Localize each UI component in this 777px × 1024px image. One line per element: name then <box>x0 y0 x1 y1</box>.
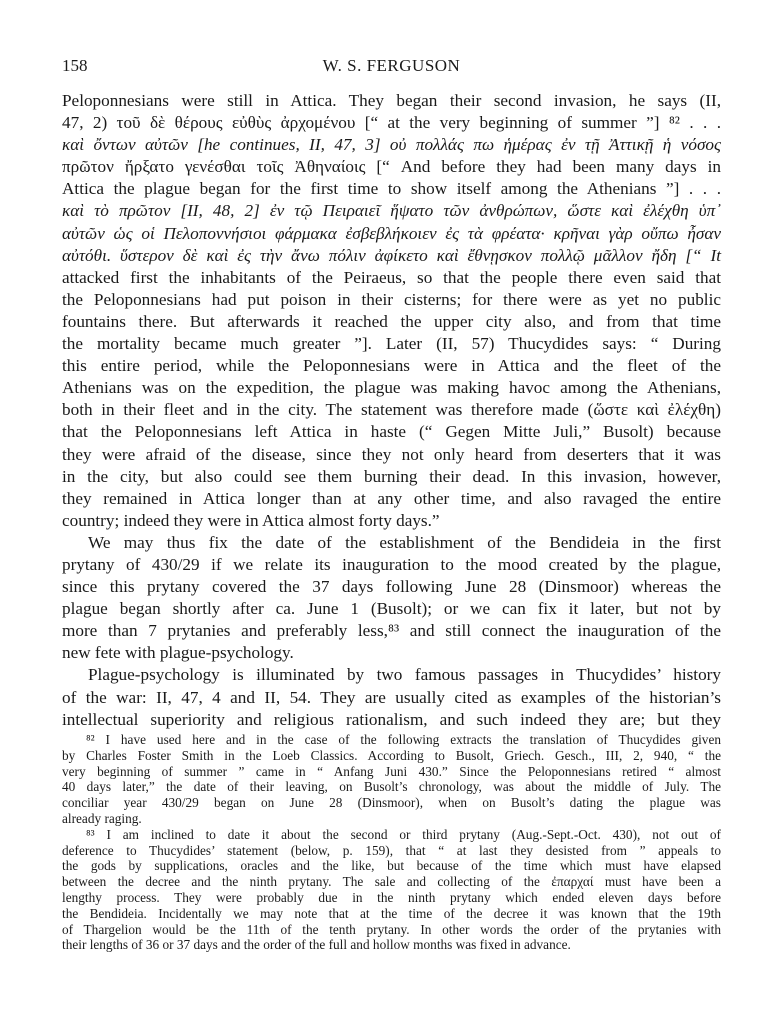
text-line: the mortality became much greater ”]. Later (II, 57) Thucydides says: “ During <box>62 334 721 354</box>
text-line: 47, 2) τοῦ δὲ θέρους εὐθὺς ἀρχομένου [“ at the very beginning of summer ”] ⁸² . . . <box>62 113 721 133</box>
text-line: of the war: II, 47, 4 and II, 54. They are usually cited as examples of the historian’s <box>62 687 721 707</box>
footnote-line: already raging. <box>62 810 142 826</box>
text-line: καὶ τὸ πρῶτον [II, 48, 2] ἐν τῷ Πειραιεῖ ἥψατο τῶν ἀνθρώπων, ὥστε καὶ ἐλέχθη ὑπ᾽ <box>62 201 721 221</box>
footnote-line: the Bendideia. Incidentally we may note that at the time of the decree it was known that the 19th <box>62 905 721 921</box>
text-line: καὶ ὄντων αὐτῶν [he continues, II, 47, 3] οὐ πολλάς πω ἡμέρας ἐν τῇ Ἀττικῇ ἡ νόσος <box>62 135 721 155</box>
text-line: the Peloponnesians had put poison in their cisterns; for there were as yet no public <box>62 289 721 309</box>
footnote-line: deference to Thucydides’ statement (below, p. 159), that “ at last they desisted from ” appeals to <box>62 842 721 858</box>
footnotes <box>62 732 721 953</box>
running-title: W. S. FERGUSON <box>322 56 461 75</box>
text-line: αὐτόθι. ὕστερον δὲ καὶ ἐς τὴν ἄνω πόλιν ἀφίκετο καὶ ἔθνῃσκον πολλῷ μᾶλλον ἤδη [“ It <box>62 245 721 265</box>
text-line: that the Peloponnesians left Attica in haste (“ Gegen Mitte Juli,” Busolt) because <box>62 422 721 442</box>
text-line: in the city, but also could see them burning their dead. In this invasion, however, <box>62 466 721 486</box>
text-line: Peloponnesians were still in Attica. They began their second invasion, he says (II, <box>62 91 721 110</box>
text-line: since this prytany covered the 37 days following June 28 (Dinsmoor) whereas the <box>62 577 721 597</box>
text-line: attacked first the inhabitants of the Peiraeus, so that the people there even said that <box>62 267 721 287</box>
text-line: they were afraid of the disease, since they not only heard from deserters that it was <box>62 444 721 464</box>
text-line: plague began shortly after ca. June 1 (Busolt); or we can fix it later, but not by <box>62 599 721 619</box>
text-line: πρῶτον ἤρξατο γενέσθαι τοῖς Ἀθηναίοις [“ And before they had been many days in <box>62 157 721 177</box>
footnote-line: by Charles Foster Smith in the Loeb Classics. According to Busolt, Griech. Gesch., III, 2, 940, “ the <box>62 747 721 763</box>
body-text <box>62 90 721 731</box>
footnote-line: very beginning of summer ” came in “ Anfang Juni 430.” Since the Peloponnesians retired “ almost <box>62 763 721 779</box>
page-number: 158 <box>62 56 88 75</box>
footnote-line: ⁸² I have used here and in the case of the following extracts the translation of Thucydides given <box>86 732 721 747</box>
footnote-line: of Thargelion would be the 11th of the tenth prytany. In other words the order of the prytanies with <box>62 921 721 937</box>
footnote-line: ⁸³ I am inclined to date it about the second or third prytany (Aug.-Sept.-Oct. 430), not out of <box>86 826 721 842</box>
text-line: intellectual superiority and religious rationalism, and such indeed they are; but they <box>62 709 721 729</box>
footnote-line: their lengths of 36 or 37 days and the order of the full and hollow months was fixed in advance. <box>62 937 571 953</box>
footnote-line: conciliar year 430/29 began on June 28 (Dinsmoor), when on Busolt’s dating the plague was <box>62 795 721 811</box>
text-line: Athenians was on the expedition, the plague was making havoc among the Athenians, <box>62 378 721 398</box>
text-line: prytany of 430/29 if we relate its inauguration to the mood created by the plague, <box>62 554 721 574</box>
text-line: αὐτῶν ὡς οἱ Πελοποννήσιοι φάρμακα ἐσβεβλήκοιεν ἐς τὰ φρέατα· κρῆναι γὰρ οὔπω ἦσαν <box>62 223 721 243</box>
footnote-line: between the decree and the ninth prytany. The sale and collecting of the ἐπαρχαί must have been a <box>62 874 721 890</box>
text-line: new fete with plague-psychology. <box>62 643 294 663</box>
footnote-line: lengthy process. They were probably due in the ninth prytany which ended eleven days before <box>62 889 721 905</box>
text-line: country; indeed they were in Attica almost forty days.” <box>62 510 440 530</box>
text-line: We may thus fix the date of the establishment of the Bendideia in the first <box>88 532 721 552</box>
text-line: they remained in Attica longer than at any other time, and also ravaged the entire <box>62 488 721 508</box>
text-line: fountains there. But afterwards it reached the upper city also, and from that time <box>62 311 721 331</box>
text-line: this entire period, while the Peloponnesians were in Attica and the fleet of the <box>62 356 721 376</box>
footnote-line: 40 days later,” the date of their leaving, on Busolt’s chronology, was about the middle of July. The <box>62 779 721 795</box>
text-line: more than 7 prytanies and preferably less,⁸³ and still connect the inauguration of the <box>62 621 721 641</box>
footnote-line: the gods by supplications, oracles and the like, but because of the time which must have elapsed <box>62 858 721 874</box>
running-head <box>62 56 721 80</box>
text-line: both in their fleet and in the city. The statement was therefore made (ὥστε καὶ ἐλέχθη) <box>62 400 721 420</box>
text-line: Plague-psychology is illuminated by two famous passages in Thucydides’ history <box>88 665 721 685</box>
text-line: Attica the plague began for the first time to show itself among the Athenians ”] . . . <box>62 179 721 199</box>
